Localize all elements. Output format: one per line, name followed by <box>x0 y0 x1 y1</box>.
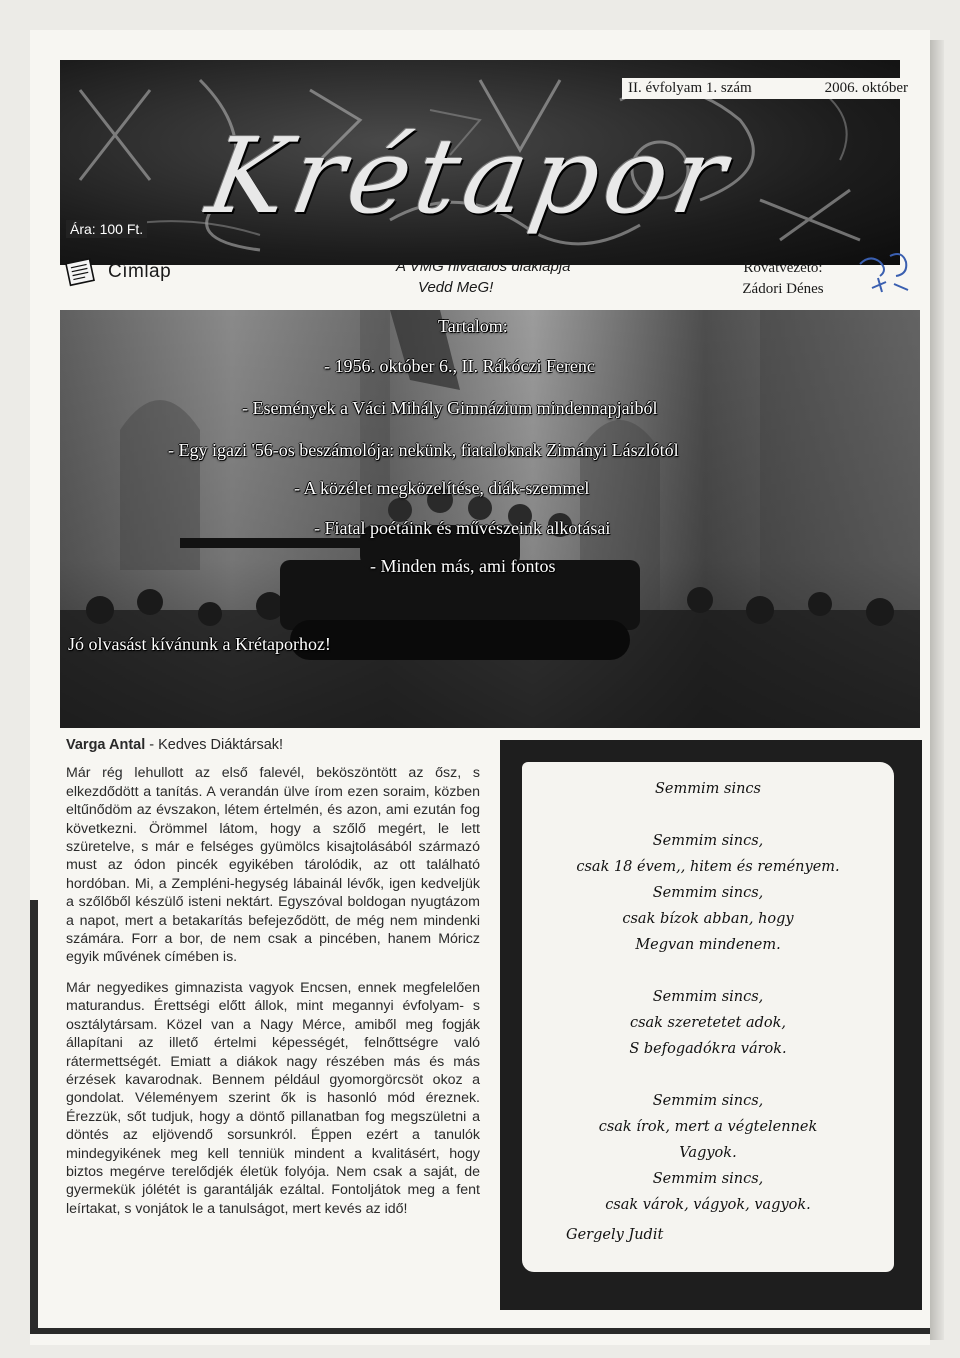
issue-date: 2006. október <box>824 80 908 96</box>
poem-line: Vagyok. <box>679 1145 737 1161</box>
poem-line: Semmim sincs, <box>652 1171 764 1187</box>
article-heading <box>66 736 480 754</box>
article <box>66 736 480 1230</box>
toc-item-2: - Események a Váci Mihály Gimnázium mindennapjaiból <box>242 398 658 418</box>
article-paragraph-2: Már negyedikes gimnazista vagyok Encsen, ennek megfelelően maturandus. Érettségi előtt állok, mint megannyi évfolyam- s osztálytársam. Közel van a Nagy Mérce, amiből meg fogják állapítani az illető értelmi képességét, felnőttségre való rátermettségét. Emiatt a diákok nagy részében más és más érzések kavarodnak. Bennem például gyomorgörcsöt okoz a gondolat. Véleményem szerint ők is hasonló mód éreznek. Érezzük, sőt tudjuk, hogy a döntő pillanatban fog megszületni a döntés az eljövendő sorsunkról. Éppen ezért a tanulók mindegyikének meg kell tenniük mindent a kvalitásért, hogy biztos megérve terelődjék életük folyója. Nem csak a saját, de gyermekük jólétét is garantálják ezáltal. Fontoljátok meg a fent leírtakat, s vonjátok le a tanulságot, mert kevés az idő! <box>66 979 480 1217</box>
poem-line: Semmim sincs, <box>652 1093 764 1109</box>
handwritten-mark <box>850 244 930 304</box>
poem-line: csak szeretetet adok, <box>629 1015 787 1031</box>
price-label: Ára: 100 Ft. <box>66 220 147 238</box>
section-title: Címlap <box>108 261 172 282</box>
poem-stanza-2 <box>522 984 894 1062</box>
editor-label: Rovatvezető: <box>743 260 823 276</box>
poem-line: Semmim sincs, <box>652 833 764 849</box>
issue-info <box>622 78 914 99</box>
poem-line: csak 18 évem,, hitem és reményem. <box>576 859 840 875</box>
poem-line: csak írok, mert a végtelennek <box>598 1119 818 1135</box>
poem-title <box>522 776 894 802</box>
article-author: Varga Antal <box>66 737 146 753</box>
poem-line: csak bízok abban, hogy <box>622 911 794 927</box>
slogan-line-1: A VMG hivatalos diáklapja <box>396 258 571 275</box>
poem-line: Semmim sincs <box>655 781 761 797</box>
poem-stanza-1 <box>522 828 894 958</box>
poem-signature: Gergely Judit <box>566 1227 664 1243</box>
poem-stanza-3 <box>522 1088 894 1218</box>
poem-line: S befogadókra várok. <box>629 1041 787 1057</box>
page-bottom-rule <box>30 1328 930 1334</box>
poem-line: Megvan mindenem. <box>635 937 781 953</box>
toc-heading: Tartalom: <box>438 316 508 336</box>
poem <box>522 776 894 1248</box>
toc-item-1: - 1956. október 6., II. Rákóczi Ferenc <box>324 356 595 376</box>
article-title: - Kedves Diáktársak! <box>145 737 284 753</box>
poem-line: Semmim sincs, <box>652 989 764 1005</box>
poem-line: Semmim sincs, <box>652 885 764 901</box>
slogan-line-2: Vedd MeG! <box>418 279 494 296</box>
slogan <box>396 256 596 298</box>
poem-paper <box>522 762 894 1272</box>
poem-line: csak várok, vágyok, vagyok. <box>605 1197 811 1213</box>
toc-closing: Jó olvasást kívánunk a Krétaporhoz! <box>68 634 331 654</box>
newspaper-title: Krétapor <box>199 115 741 237</box>
editor-name: Zádori Dénes <box>742 281 824 297</box>
editor-credit <box>718 258 848 300</box>
section-header <box>64 256 171 288</box>
toc-item-4: - A közélet megközelítése, diák-szemmel <box>294 478 590 498</box>
page-edge-shadow <box>930 40 944 1340</box>
toc-item-3: - Egy igazi '56-os beszámolója: nekünk, fiataloknak Zimányi Lászlótól <box>168 440 679 460</box>
scan-edge-stripe <box>30 900 38 1330</box>
toc-item-6: - Minden más, ami fontos <box>370 556 556 576</box>
poem-box <box>500 740 922 1310</box>
toc-item-5: - Fiatal poétáink és művészeink alkotásai <box>314 518 611 538</box>
newspaper-icon <box>64 256 98 288</box>
article-paragraph-1: Már rég lehullott az első falevél, beköszöntött az ősz, s elkezdődött a tanítás. A verandán ülve írom ezen soraim, közben eltűnődöm az évszakon, létem értelmén, és azon, ami ezután fog következni. Örömmel látom, hogy a szőlő megért, le lett szüretelve, s már e felséges gyümölcs kisajtolásából származó must az ódon pincék egyikében tárolódik, az ott található hordóban. Mi, a Zempléni-hegység lábainál lévők, igen kedveljük a szőlőből készülő isteni nektárt. Egyszóval boldogan nyugtázom a napot, mert a betakarítás befejeződött, de még nem mindenki számára. Forr a bor, de nem csak a pincében, hanem Móricz egyik művének címében is. <box>66 765 480 966</box>
volume-label: II. évfolyam 1. szám <box>628 80 752 96</box>
hero-photo <box>60 310 920 728</box>
